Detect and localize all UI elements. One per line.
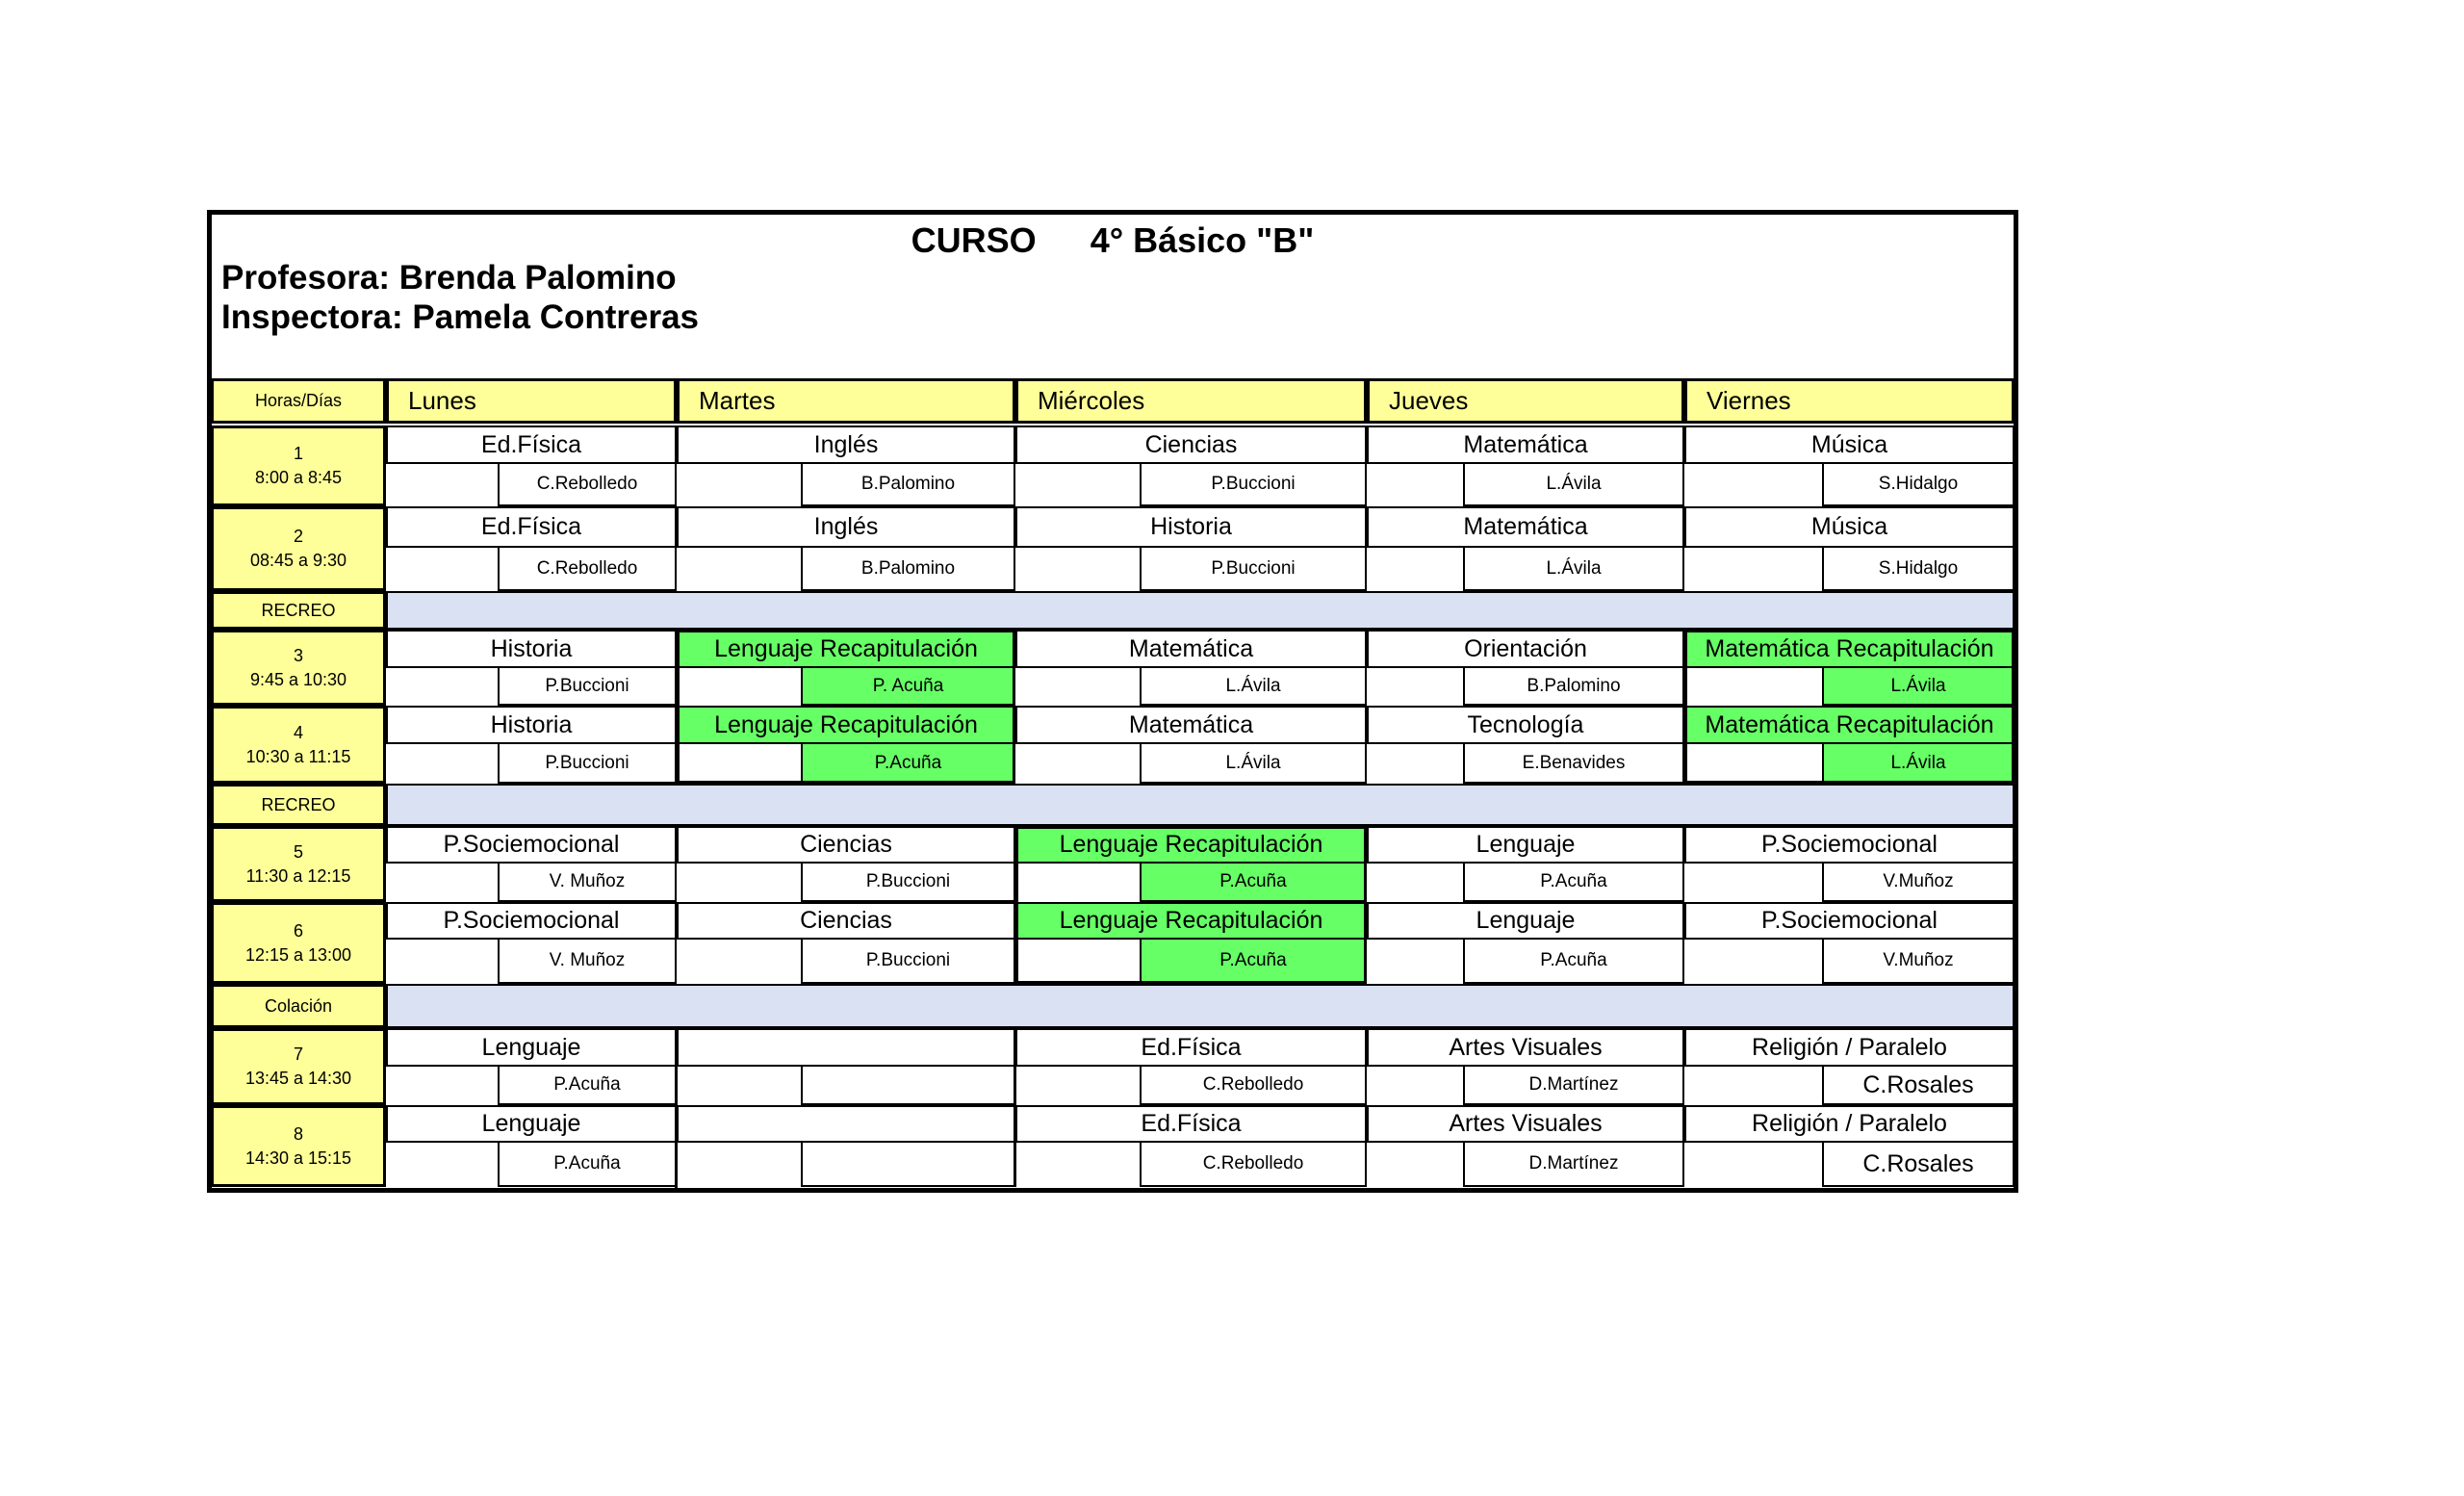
teacher-cell: L.Ávila [1463, 462, 1684, 506]
subject-cell: Ed.Física [386, 506, 677, 548]
period-number: 7 [293, 1045, 303, 1064]
teacher-cell: D.Martínez [1463, 1065, 1684, 1105]
subject-cell: Matemática [1367, 506, 1684, 548]
teacher-cell: L.Ávila [1822, 742, 2015, 784]
break-band [386, 784, 2015, 826]
period-time: 08:45 a 9:30 [249, 551, 347, 570]
subject-cell: Lenguaje Recapitulación [1015, 826, 1367, 864]
period-number: 5 [293, 841, 303, 862]
period-number: 1 [293, 444, 303, 463]
period-time: 12:15 a 13:00 [244, 944, 352, 965]
teacher-cell: C.Rebolledo [498, 546, 677, 591]
teacher-cell: P.Acuña [1463, 862, 1684, 902]
break-band [386, 591, 2015, 630]
subject-cell: Ed.Física [1015, 1105, 1367, 1143]
teacher-cell: V.Muñoz [1822, 862, 2015, 902]
period-time: 13:45 a 14:30 [244, 1069, 352, 1088]
subject-cell: Religión / Paralelo [1684, 1105, 2015, 1143]
period-time: 9:45 a 10:30 [249, 669, 347, 689]
subject-cell: Ciencias [677, 902, 1015, 940]
period-label [211, 1105, 386, 1187]
subject-cell: Historia [386, 630, 677, 668]
subject-cell: Ed.Física [1015, 1028, 1367, 1067]
teacher-cell [801, 1065, 1015, 1105]
subject-cell: Artes Visuales [1367, 1105, 1684, 1143]
subject-cell: Historia [1015, 506, 1367, 548]
subject-cell: Historia [386, 706, 677, 744]
teacher-cell: P.Buccioni [1140, 462, 1367, 506]
subject-cell: Lenguaje Recapitulación [677, 630, 1015, 668]
period-time: 10:30 a 11:15 [245, 746, 351, 766]
teacher-cell: B.Palomino [1463, 666, 1684, 706]
teacher-cell: C.Rosales [1822, 1065, 2015, 1105]
subject-cell: Matemática [1015, 706, 1367, 744]
subject-cell: Lenguaje [1367, 902, 1684, 940]
subject-cell: Matemática Recapitulación [1684, 706, 2015, 744]
teacher-cell: P.Buccioni [1140, 546, 1367, 591]
day-header-5: Viernes [1684, 378, 2015, 424]
teacher-cell: L.Ávila [1140, 666, 1367, 706]
timetable-sheet [207, 210, 2018, 1193]
period-label [211, 706, 386, 784]
subject-cell: Lenguaje Recapitulación [677, 706, 1015, 744]
subject-cell [677, 1028, 1015, 1067]
period-number: 6 [293, 920, 303, 941]
teacher-cell: P.Acuña [498, 1141, 677, 1187]
subject-cell: Tecnología [1367, 706, 1684, 744]
teacher-cell: C.Rebolledo [1140, 1065, 1367, 1105]
teacher-cell: B.Palomino [801, 546, 1015, 591]
subject-cell: Lenguaje [1367, 826, 1684, 864]
period-number: 8 [293, 1123, 303, 1144]
teacher-cell: L.Ávila [1463, 546, 1684, 591]
teacher-cell: P.Buccioni [498, 666, 677, 706]
column-rule [1014, 1028, 1016, 1187]
corner-label: Horas/Días [211, 378, 386, 424]
day-header-2: Martes [677, 378, 1015, 424]
teacher-cell: P.Acuña [1140, 938, 1367, 984]
inspector-line: Inspectora: Pamela Contreras [221, 298, 700, 336]
course-label: CURSO [911, 220, 1037, 260]
teacher-cell: D.Martínez [1463, 1141, 1684, 1187]
period-time: 8:00 a 8:45 [254, 468, 343, 487]
subject-cell: Matemática [1367, 426, 1684, 464]
column-rule [675, 1028, 678, 1192]
teacher-cell: C.Rosales [1822, 1141, 2015, 1187]
break-label: RECREO [211, 784, 386, 826]
teacher-cell: C.Rebolledo [1140, 1141, 1367, 1187]
teacher-cell: P.Buccioni [498, 742, 677, 784]
subject-cell: Ed.Física [386, 426, 677, 464]
teacher-cell: S.Hidalgo [1822, 546, 2015, 591]
teacher-cell: C.Rebolledo [498, 462, 677, 506]
period-number: 2 [293, 527, 303, 546]
period-label [211, 902, 386, 984]
subject-cell: P.Sociemocional [1684, 902, 2015, 940]
teacher-cell: E.Benavides [1463, 742, 1684, 784]
period-number: 3 [293, 645, 303, 665]
teacher-cell: P.Acuña [1140, 862, 1367, 902]
teacher-cell: P.Buccioni [801, 862, 1015, 902]
schedule-grid [212, 382, 2014, 1188]
subject-cell: Ciencias [677, 826, 1015, 864]
day-header-3: Miércoles [1015, 378, 1367, 424]
teacher-cell: P. Acuña [801, 666, 1015, 706]
subject-cell: P.Sociemocional [1684, 826, 2015, 864]
subject-cell: Ciencias [1015, 426, 1367, 464]
subject-cell: P.Sociemocional [386, 902, 677, 940]
course-name: 4° Básico "B" [1090, 220, 1315, 260]
subject-cell: Orientación [1367, 630, 1684, 668]
subject-cell: Inglés [677, 506, 1015, 548]
teacher-cell [801, 1141, 1015, 1187]
period-label [211, 506, 386, 591]
teacher-cell: V.Muñoz [1822, 938, 2015, 984]
period-time: 14:30 a 15:15 [244, 1148, 352, 1168]
teacher-line: Profesora: Brenda Palomino [221, 259, 677, 297]
subject-cell [677, 1105, 1015, 1143]
period-label [211, 426, 386, 506]
subject-cell: Religión / Paralelo [1684, 1028, 2015, 1067]
teacher-cell: P.Acuña [498, 1065, 677, 1105]
subject-cell: Lenguaje [386, 1028, 677, 1067]
break-label: RECREO [211, 591, 386, 630]
break-band [386, 984, 2015, 1028]
period-number: 4 [293, 722, 303, 742]
teacher-cell: V. Muñoz [498, 862, 677, 902]
break-label: Colación [211, 984, 386, 1028]
teacher-cell: L.Ávila [1140, 742, 1367, 784]
subject-cell: Matemática [1015, 630, 1367, 668]
period-label [211, 1028, 386, 1105]
subject-cell: Lenguaje Recapitulación [1015, 902, 1367, 940]
teacher-cell: B.Palomino [801, 462, 1015, 506]
teacher-cell: P.Acuña [1463, 938, 1684, 984]
teacher-cell: P.Acuña [801, 742, 1015, 784]
teacher-cell: V. Muñoz [498, 938, 677, 984]
day-header-4: Jueves [1367, 378, 1684, 424]
day-header-1: Lunes [386, 378, 677, 424]
teacher-cell: L.Ávila [1822, 666, 2015, 706]
subject-cell: Música [1684, 426, 2015, 464]
course-title [212, 220, 2014, 261]
subject-cell: Música [1684, 506, 2015, 548]
subject-cell: Artes Visuales [1367, 1028, 1684, 1067]
subject-cell: Inglés [677, 426, 1015, 464]
period-time: 11:30 a 12:15 [245, 865, 351, 886]
timetable-header [212, 215, 2014, 382]
subject-cell: Lenguaje [386, 1105, 677, 1143]
teacher-cell: P.Buccioni [801, 938, 1015, 984]
subject-cell: Matemática Recapitulación [1684, 630, 2015, 668]
subject-cell: P.Sociemocional [386, 826, 677, 864]
period-label [211, 630, 386, 706]
period-label [211, 826, 386, 902]
teacher-cell: S.Hidalgo [1822, 462, 2015, 506]
